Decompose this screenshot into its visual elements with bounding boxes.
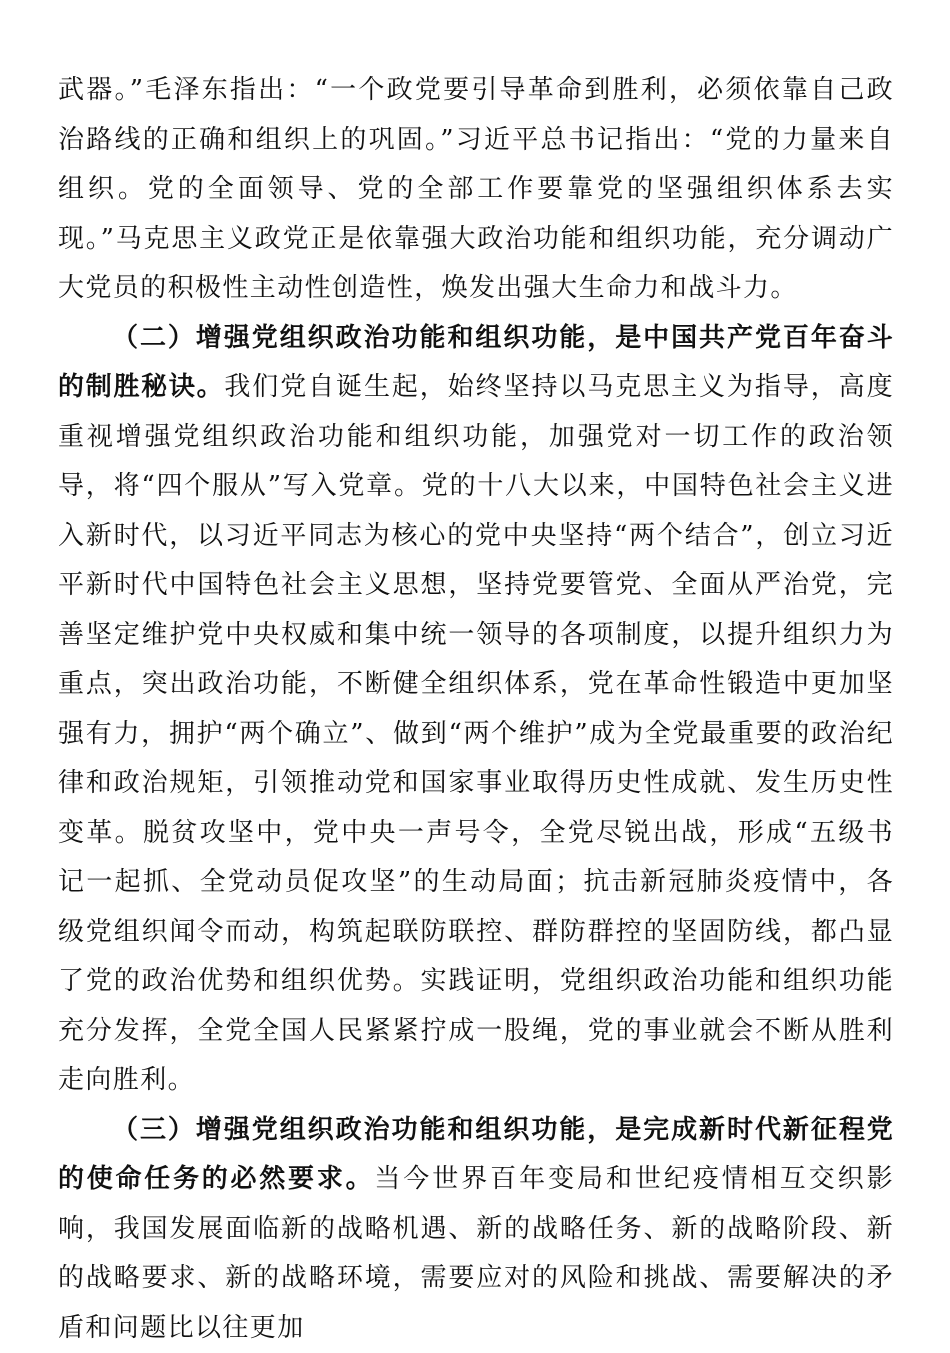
paragraph-3	[58, 1106, 894, 1353]
paragraph-1	[58, 66, 894, 314]
paragraph-2-heading: （二）增强党组织政治功能和组织功能，是中国共产党百年奋斗的制胜秘诀。	[58, 323, 894, 403]
paragraph-3-text: 当今世界百年变局和世纪疫情相互交织影响，我国发展面临新的战略机遇、新的战略任务、新的战略阶段、新的战略要求、新的战略环境，需要应对的风险和挑战、需要解决的矛盾和问题比以往更加	[58, 1164, 894, 1343]
paragraph-2	[58, 314, 894, 1106]
paragraph-3-heading: （三）增强党组织政治功能和组织功能，是完成新时代新征程党的使命任务的必然要求。	[58, 1115, 894, 1195]
document-page	[58, 66, 894, 1353]
paragraph-1-text: 武器。”毛泽东指出：“一个政党要引导革命到胜利，必须依靠自己政治路线的正确和组织上的巩固。”习近平总书记指出：“党的力量来自组织。党的全面领导、党的全部工作要靠党的坚强组织体系去实现。”马克思主义政党正是依靠强大政治功能和组织功能，充分调动广大党员的积极性主动性创造性，焕发出强大生命力和战斗力。	[58, 75, 894, 303]
paragraph-2-text: 我们党自诞生起，始终坚持以马克思主义为指导，高度重视增强党组织政治功能和组织功能，加强党对一切工作的政治领导，将“四个服从”写入党章。党的十八大以来，中国特色社会主义进入新时代，以习近平同志为核心的党中央坚持“两个结合”，创立习近平新时代中国特色社会主义思想，坚持党要管党、全面从严治党，完善坚定维护党中央权威和集中统一领导的各项制度，以提升组织力为重点，突出政治功能，不断健全组织体系，党在革命性锻造中更加坚强有力，拥护“两个确立”、做到“两个维护”成为全党最重要的政治纪律和政治规矩，引领推动党和国家事业取得历史性成就、发生历史性变革。脱贫攻坚中，党中央一声号令，全党尽锐出战，形成“五级书记一起抓、全党动员促攻坚”的生动局面；抗击新冠肺炎疫情中，各级党组织闻令而动，构筑起联防联控、群防群控的坚固防线，都凸显了党的政治优势和组织优势。实践证明，党组织政治功能和组织功能充分发挥，全党全国人民紧紧拧成一股绳，党的事业就会不断从胜利走向胜利。	[58, 372, 894, 1095]
